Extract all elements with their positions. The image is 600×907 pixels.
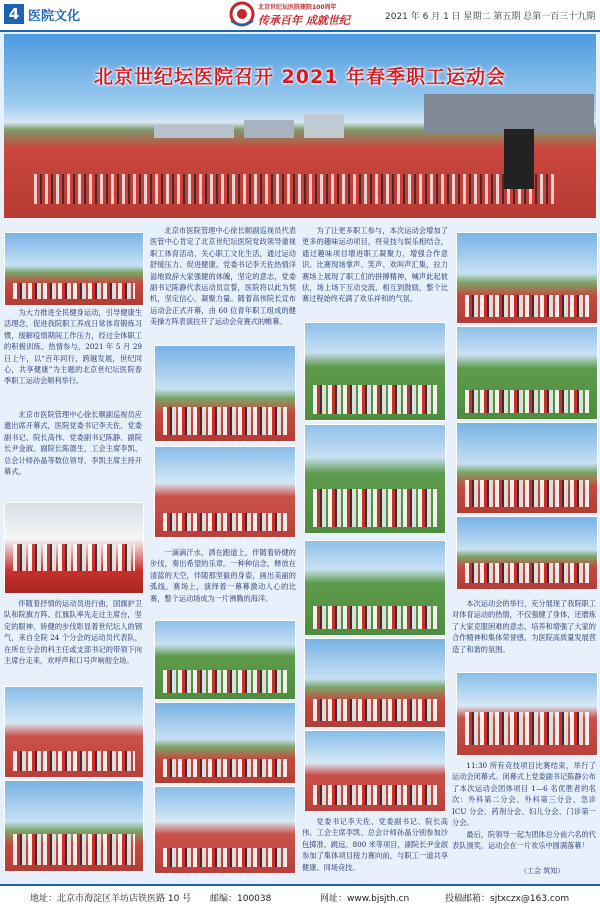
footer-website[interactable]: 网址：www.bjsjth.cn: [320, 894, 410, 904]
photo-track-team: [304, 540, 446, 636]
photo-caterpillar-race: [304, 322, 446, 421]
footer-address: 地址：北京市海淀区羊坊店铁医路 10 号: [30, 894, 192, 904]
photo-sprint-finish: [456, 326, 598, 420]
grandstand: [424, 94, 594, 134]
hero-photo: [4, 34, 596, 218]
article-summary: 本次运动会的举行，充分展现了我院职工对体育运动的热情，不仅强健了身体，还磨炼了大家克服困难的意志，培养和增强了大家的合作精神和集体荣誉感，为医院高质量发展营造了和谐的氛围。: [452, 599, 596, 654]
speaker-figure: [504, 129, 534, 189]
photo-relay: [4, 780, 144, 872]
page-number: 4: [4, 4, 24, 24]
photo-hopper-race: [304, 424, 446, 534]
building: [154, 126, 234, 138]
article-flag: 伴随着抒情的运动员进行曲，国旗护卫队和院旗方阵、红旗队率先走过主席台，坚定的眼神、矫健的步伐彰显着世纪坛人的钢气，来自全院 24 个分会的运动员代表队，在所在分会的科主任或支部书记的带领下向主席台走来，欢呼声和口号声响彻全场。: [4, 599, 142, 666]
photo-flag-parade: [4, 686, 144, 778]
photo-award-ceremony: [456, 672, 598, 756]
section-title: 医院文化: [28, 9, 81, 24]
photo-tug-race: [456, 516, 598, 590]
photo-opening-stadium: [4, 232, 144, 306]
building: [304, 114, 344, 138]
article-closing-officials: 党委书记李天佐、党委副书记、院长高伟、工会主席李凯、总会计师孙晶分别参加沙包掷准、跳远、800 米等项目，副院长尹金淑参加了集体项目接力赛向前，与职工一道共享健康、同场竞技。: [302, 817, 448, 872]
photo-track-race: [154, 446, 296, 538]
issue-info: 2021 年 6 月 1 日 星期二 第五期 总第一百三十九期: [385, 12, 596, 22]
footer-email[interactable]: 投稿邮箱：sjtxczx@163.com: [445, 894, 570, 904]
photo-sprint: [154, 345, 296, 442]
byline: （工会 筑知）: [520, 867, 565, 875]
photo-spectators: [456, 422, 598, 514]
headline: 北京世纪坛医院召开 2021 年春季职工运动会: [93, 66, 507, 88]
article-opening: 北京市医院管理中心徐长顺副巡视员应邀出席开幕式，医院党委书记李天佐、党委副书记、院长高伟、党委副书记陈静、副院长尹金淑、副院长陈德生，工会主席李凯、总会计师孙晶等数位领导，李凯主席主持开幕式。: [4, 410, 142, 477]
article-intro: 为大力推进全民健身运动，引导健康生活理念，促进我院职工养成日常体育锻炼习惯，缓解疫情期间工作压力，经过全体职工的积极训练、热情参与，2021 年 5 月 29 日上午，以“百年同行，跨越发展，世纪同心，共享健康”为主题的北京世纪坛医院春季职工运动会顺利举行。: [4, 308, 142, 386]
photo-leaders-stage: [4, 502, 144, 594]
article-finale: 最后，院领导一起为团体总分前六名的代表队颁奖，运动会在一片欢乐中圆满落幕！: [452, 830, 596, 851]
photo-hurdles: [304, 638, 446, 728]
photo-long-jump: [154, 702, 296, 784]
footer-postcode: 邮编：100038: [210, 894, 272, 904]
footer: [0, 884, 600, 907]
logo-caption: 北京世纪坛医院建院100周年: [258, 4, 337, 11]
photo-jumping: [456, 232, 598, 324]
athlete-ranks: [34, 174, 554, 204]
article-events: 为了让更多职工参与，本次运动会增加了更多的趣味运动项目，将竞技与娱乐相结合，通过趣味项目增进职工凝聚力、增强合作意识。比赛现场掌声、笑声、欢叫声汇集，拉力赛场上展现了职工们的拼搏精神，喊声此起彼伏，场上场下互动交流、相互到鼓励，整个比赛过程始终充满了欢乐祥和的气氛。: [302, 226, 448, 304]
logo-slogan: 传承百年 成就世纪: [258, 14, 350, 27]
article-sweat: 一滴滴汗水，洒在跑道上，伴随着矫健的步伐，奏出希望的乐章。一种种信念，释放在清蓝的天空，伴随那坚毅的身姿，画出美丽的弧线。赛场上，演绎着一幕幕激动人心的比赛，整个运动场成为一片沸腾的海洋。: [150, 548, 296, 603]
masthead: [0, 0, 600, 32]
photo-running: [154, 786, 296, 874]
anniversary-logo-icon: [228, 1, 256, 27]
building: [244, 120, 294, 138]
photo-aerobics: [154, 620, 296, 700]
article-speech: 北京市医院管理中心徐长顺副巡视员代表医管中心肯定了北京世纪坛医院党政领导重视职工体育活动、关心职工文化生活，通过运动舒缓压力、促进健康。党委书记李天佐热情洋溢地致辞大家强健的体魄，坚定的意志，党委副书记陈静代表运动员宣誓，医院将以此为契机，坚定信心，凝聚力量。随着高伟院长宣布运动会正式开幕，由 60 位青年职工组成的健美操方阵表演拉开了运动会竞赛式的帷幕。: [150, 226, 296, 327]
photo-field-event: [304, 730, 446, 812]
article-awards: 11:30 所有竞技项目比赛结束，举行了运动会闭幕式。闭幕式上党委副书记陈静公布了本次运动会团体项目 1—6 名优胜者的名次：外科第二分会、外科第三分会、急诊 ICU 分会、药剂分会、妇儿分会、门诊第一分会。: [452, 761, 596, 828]
